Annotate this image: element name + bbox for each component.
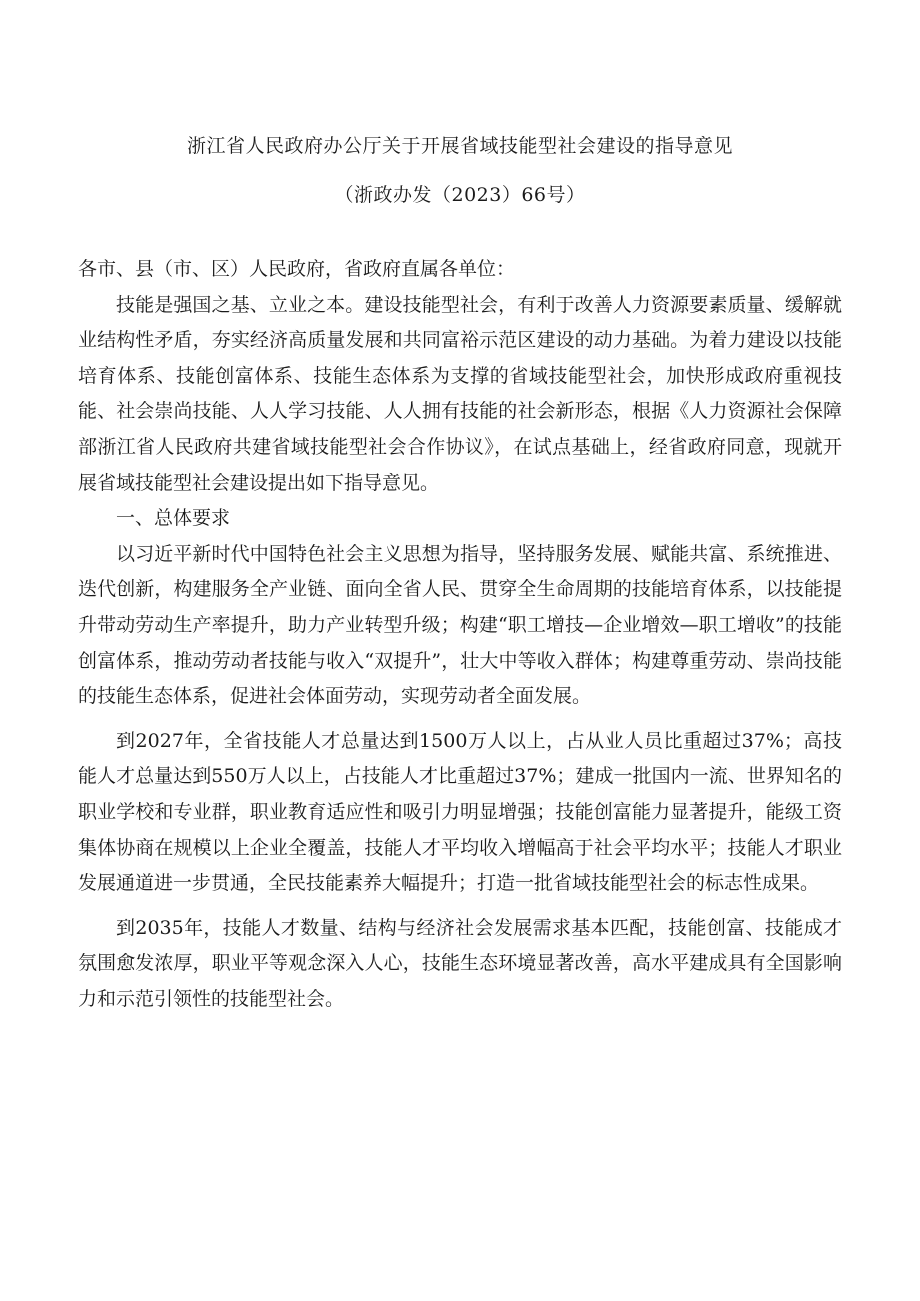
paragraph-2027-goals: 到2027年，全省技能人才总量达到1500万人以上，占从业人员比重超过37%；高技能人才总量达到550万人以上，占技能人才比重超过37%；建成一批国内一流、世界知名的职业学校和专业群，职业教育适应性和吸引力明显增强；技能创富能力显著提升，能级工资集体协商在规模以上企业全覆盖，技能人才平均收入增幅高于社会平均水平；技能人才职业发展通道进一步贯通，全民技能素养大幅提升；打造一批省域技能型社会的标志性成果。 [78,729,842,895]
paragraph-guiding-thought: 以习近平新时代中国特色社会主义思想为指导，坚持服务发展、赋能共富、系统推进、迭代创新，构建服务全产业链、面向全省人民、贯穿全生命周期的技能培育体系，以技能提升带动劳动生产率提升，助力产业转型升级；构建“职工增技—企业增效—职工增收”的技能创富体系，推动劳动者技能与收入“双提升”，壮大中等收入群体；构建尊重劳动、崇尚技能的技能生态体系，促进社会体面劳动，实现劳动者全面发展。 [78,542,842,708]
salutation: 各市、县（市、区）人民政府，省政府直属各单位： [78,258,516,280]
paragraph-intro: 技能是强国之基、立业之本。建设技能型社会，有利于改善人力资源要素质量、缓解就业结构性矛盾，夯实经济高质量发展和共同富裕示范区建设的动力基础。为着力建设以技能培育体系、技能创富体系、技能生态体系为支撑的省域技能型社会，加快形成政府重视技能、社会崇尚技能、人人学习技能、人人拥有技能的社会新形态，根据《人力资源社会保障部浙江省人民政府共建省域技能型社会合作协议》，在试点基础上，经省政府同意，现就开展省域技能型社会建设提出如下指导意见。 [78,293,842,494]
section-heading: 一、总体要求 [116,507,231,530]
paragraph-2035-goals: 到2035年，技能人才数量、结构与经济社会发展需求基本匹配，技能创富、技能成才氛围愈发浓厚，职业平等观念深入人心，技能生态环境显著改善，高水平建成具有全国影响力和示范引领性的技能型社会。 [78,916,842,1010]
document-number: （浙政办发（2023）66号） [334,184,586,206]
document-title: 浙江省人民政府办公厅关于开展省域技能型社会建设的指导意见 [186,135,733,157]
document-body [78,252,842,1017]
